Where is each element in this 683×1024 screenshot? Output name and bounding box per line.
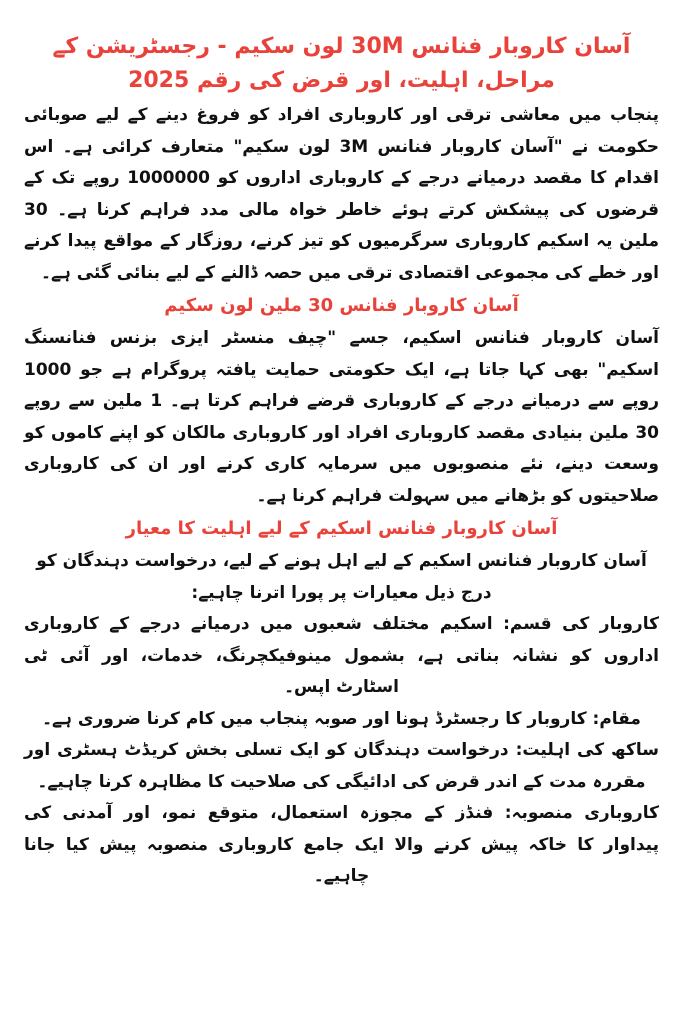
eligibility-item-credit — [24, 735, 659, 798]
eligibility-item-label: ساکھ کی اہلیت: — [515, 740, 659, 760]
eligibility-intro-paragraph: آسان کاروبار فنانس اسکیم کے لیے اہل ہونے کے لیے، درخواست دہندگان کو درج ذیل معیارات پر پورا اترنا چاہیے: — [36, 551, 647, 603]
eligibility-item-text: اسکیم مختلف شعبوں میں درمیانے درجے کے کاروباری اداروں کو نشانہ بناتی ہے، بشمول مینوفیکچرنگ، خدمات، اور آئی ٹی اسٹارٹ اپس۔ — [24, 614, 659, 697]
eligibility-item-location — [24, 704, 659, 736]
eligibility-item-label: مقام: — [592, 708, 641, 729]
eligibility-item-label: کاروباری منصوبہ: — [504, 803, 659, 823]
eligibility-item-text: کاروبار کا رجسٹرڈ ہونا اور صوبہ پنجاب میں کام کرنا ضروری ہے۔ — [42, 708, 593, 729]
eligibility-item-text: فنڈز کے مجوزہ استعمال، متوقع نمو، اور آمدنی کی پیداوار کا خاکہ پیش کرنے والا ایک جامع کاروباری منصوبہ پیش کیا جانا چاہیے۔ — [24, 803, 659, 886]
section-heading-loan-scheme: آسان کاروبار فنانس 30 ملین لون سکیم — [164, 295, 519, 316]
section-heading-eligibility: آسان کاروبار فنانس اسکیم کے لیے اہلیت کا معیار — [125, 518, 558, 539]
eligibility-item-business-plan — [24, 798, 659, 893]
eligibility-item-business-type — [24, 609, 659, 704]
eligibility-item-text: درخواست دہندگان کو ایک تسلی بخش کریڈٹ ہسٹری اور مقررہ مدت کے اندر قرض کی ادائیگی کی صلاحیت کا مظاہرہ کرنا چاہیے۔ — [24, 740, 646, 792]
eligibility-item-label: کاروبار کی قسم: — [503, 614, 659, 634]
intro-paragraph: پنجاب میں معاشی ترقی اور کاروباری افراد کو فروغ دینے کے لیے صوبائی حکومت نے "آسان کاروبار فنانس 3M لون سکیم" متعارف کرائی ہے۔ اس اقدام کا مقصد درمیانے درجے کے کاروباری اداروں کو 1000000 روپے تک کے قرضوں کی پیشکش کرتے ہوئے خاطر خواہ مالی مدد فراہم کرنا ہے۔ 30 ملین یہ اسکیم کاروباری سرگرمیوں کو تیز کرنے، روزگار کے مواقع پیدا کرنے اور خطے کی مجموعی اقتصادی ترقی میں حصہ ڈالنے کے لیے بنائی گئی ہے۔ — [24, 105, 660, 283]
loan-scheme-paragraph: آسان کاروبار فنانس اسکیم، جسے "چیف منسٹر ایزی بزنس فنانسنگ اسکیم" بھی کہا جاتا ہے، ایک حکومتی حمایت یافتہ پروگرام ہے جو 1000 روپے سے درمیانے درجے کے کاروباری قرضے فراہم کرتا ہے۔ 1 ملین سے روپے 30 ملین بنیادی مقصد کاروباری افراد اور کاروباری مالکان کو اپنے کاموں کو وسعت دینے، نئے منصوبوں میں سرمایہ کاری کرنے اور ان کی کاروباری صلاحیتوں کو بڑھانے میں سہولت فراہم کرنا ہے۔ — [24, 328, 660, 506]
article-title: آسان کاروبار فنانس 30M لون سکیم - رجسٹریشن کے مراحل، اہلیت، اور قرض کی رقم 2025 — [52, 34, 631, 93]
